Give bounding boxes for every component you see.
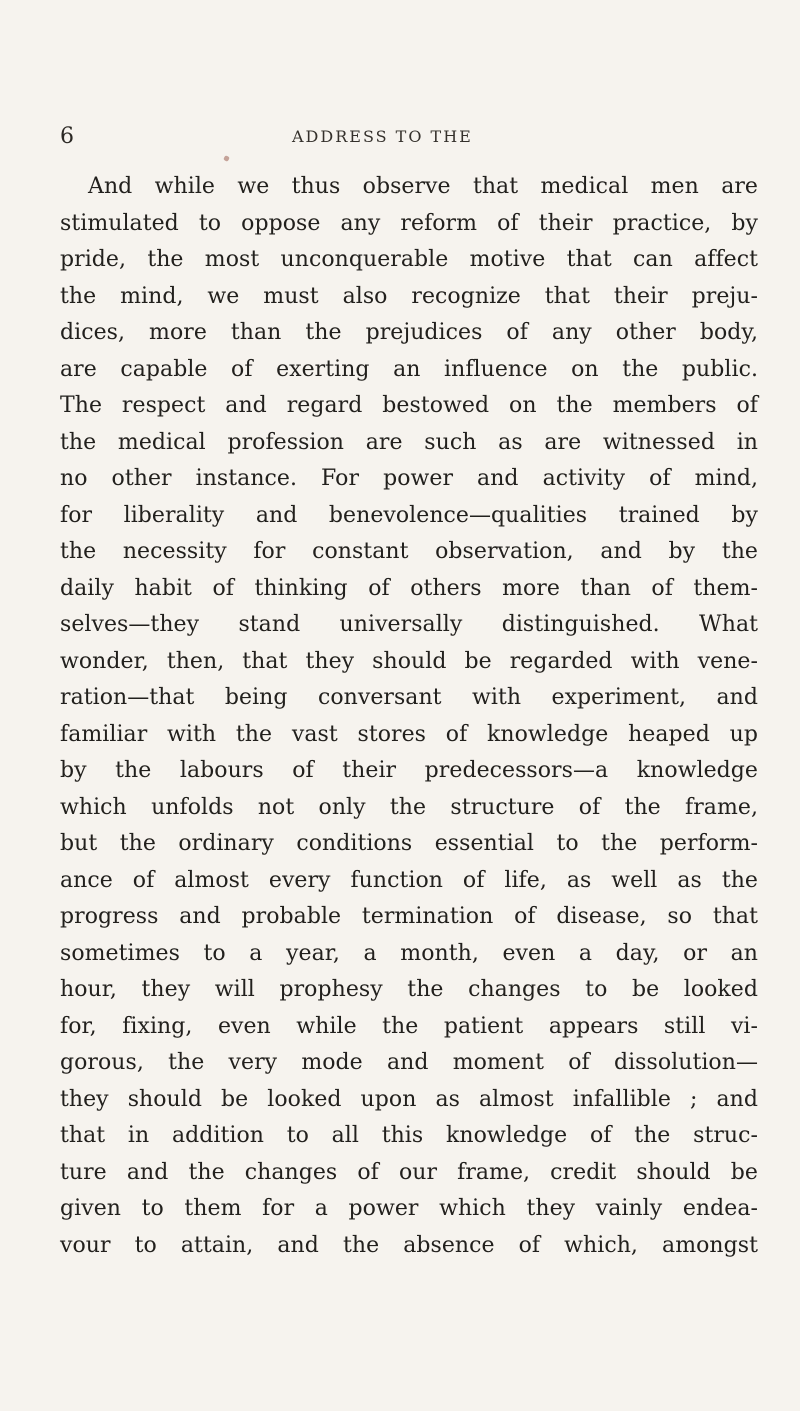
text-line: the necessity for constant observation, and by the — [60, 539, 758, 564]
text-line: but the ordinary conditions essential to the perform- — [60, 831, 758, 856]
text-line: for, fixing, even while the patient appears still vi- — [60, 1013, 758, 1039]
text-line: pride, the most unconquerable motive that can affect — [60, 247, 758, 272]
text-line: that in addition to all this knowledge of the struc- — [60, 1123, 758, 1148]
text-line: And while we thus observe that medical men are — [88, 174, 758, 199]
text-line: given to them for a power which they vainly endea- — [60, 1196, 758, 1221]
text-line: which unfolds not only the structure of the frame, — [60, 794, 758, 820]
text-line: ration—that being conversant with experiment, and — [60, 685, 758, 710]
text-line: sometimes to a year, a month, even a day, or an — [60, 940, 758, 966]
text-line: gorous, the very mode and moment of dissolution— — [60, 1050, 758, 1075]
text-line: wonder, then, that they should be regarded with vene- — [60, 648, 758, 674]
text-line: dices, more than the prejudices of any other body, — [60, 320, 758, 345]
text-line: by the labours of their predecessors—a knowledge — [60, 758, 758, 783]
text-line: the medical profession are such as are witnessed in — [60, 429, 758, 455]
running-title: ADDRESS TO THE — [292, 127, 473, 146]
page-header — [60, 124, 750, 160]
text-line: The respect and regard bestowed on the members of — [60, 393, 758, 418]
ink-speck — [223, 155, 230, 162]
text-line: ture and the changes of our frame, credit should be — [60, 1159, 758, 1185]
text-line: progress and probable termination of disease, so that — [60, 904, 758, 929]
text-line: are capable of exerting an influence on the public. — [60, 356, 758, 382]
text-line: familiar with the vast stores of knowledge heaped up — [60, 721, 758, 747]
text-line: the mind, we must also recognize that their preju- — [60, 283, 758, 309]
body-text — [60, 169, 758, 1264]
text-line: they should be looked upon as almost infallible ; and — [60, 1086, 758, 1112]
text-line: for liberality and benevolence—qualities trained by — [60, 502, 758, 528]
page-number: 6 — [60, 124, 75, 149]
text-line: stimulated to oppose any reform of their practice, by — [60, 210, 758, 236]
text-line: hour, they will prophesy the changes to be looked — [60, 977, 758, 1002]
text-line: selves—they stand universally distinguished. What — [60, 612, 758, 637]
text-line: ance of almost every function of life, as well as the — [60, 867, 758, 893]
text-line: vour to attain, and the absence of which, amongst — [60, 1232, 758, 1258]
text-line: no other instance. For power and activity of mind, — [60, 466, 758, 491]
text-line: daily habit of thinking of others more than of them- — [60, 575, 758, 601]
